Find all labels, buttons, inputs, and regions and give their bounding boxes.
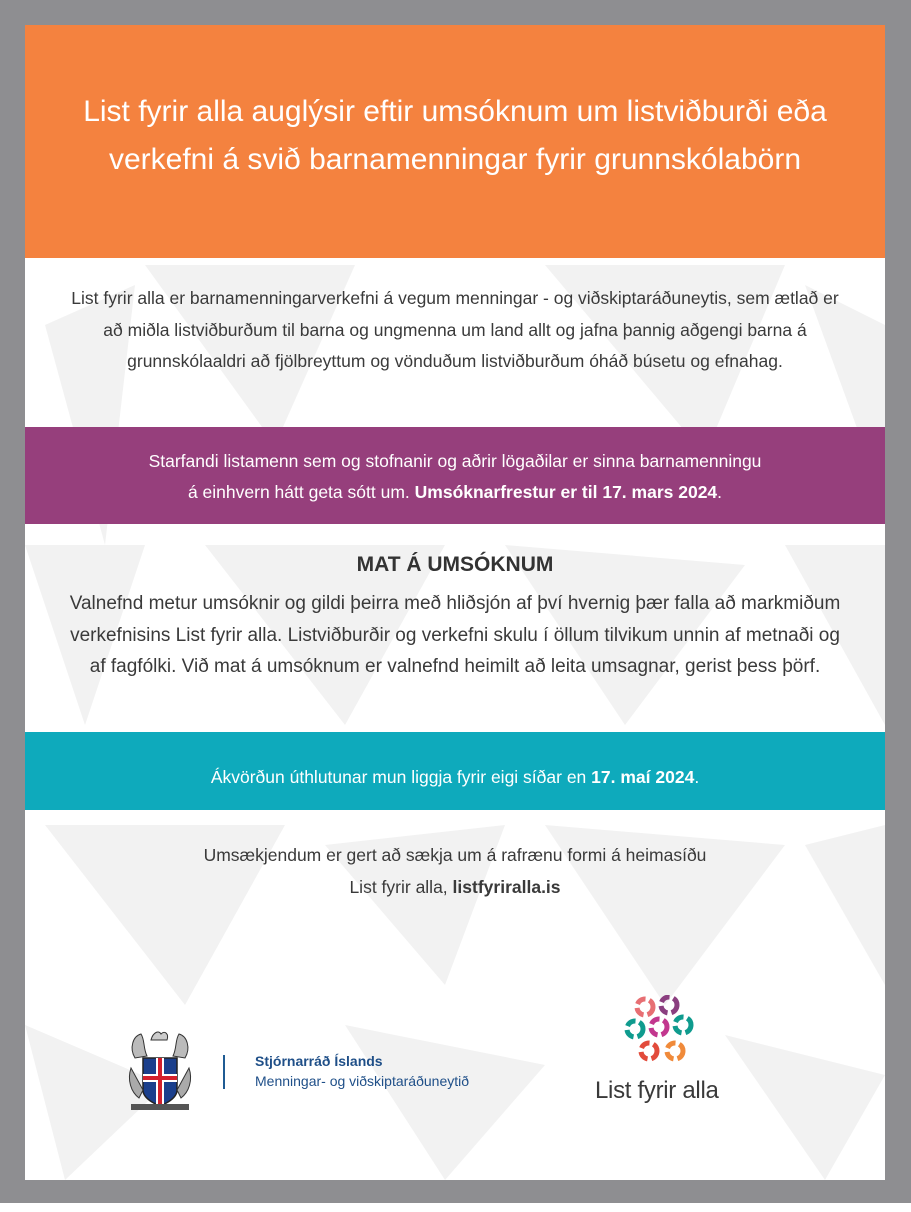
gov-name: Stjórnarráð Íslands bbox=[255, 1053, 383, 1069]
decision-text bbox=[55, 765, 855, 789]
list-fyrir-alla-logo-icon bbox=[623, 995, 703, 1069]
eligibility-line2: á einhvern hátt geta sótt um. bbox=[187, 482, 410, 502]
eligibility-end: . bbox=[717, 482, 723, 502]
decision-banner bbox=[25, 732, 885, 810]
gov-ministry: Menningar- og viðskiptaráðuneytið bbox=[255, 1073, 470, 1089]
decision-date: 17. maí 2024 bbox=[591, 767, 695, 787]
icelandic-coat-of-arms-icon bbox=[125, 1028, 195, 1112]
apply-line1: Umsækjendum er gert að sækja um á rafrænu formi á heimasíðu bbox=[203, 845, 707, 865]
eligibility-line1: Starfandi listamenn sem og stofnanir og aðrir lögaðilar er sinna barnamenningu bbox=[148, 451, 762, 471]
page-title: List fyrir alla auglýsir eftir umsóknum um listviðburði eða verkefni á svið barnamenningar fyrir grunnskólabörn bbox=[83, 95, 827, 176]
decision-label: Ákvörðun úthlutunar mun liggja fyrir eigi síðar en bbox=[210, 767, 587, 787]
website-link[interactable]: listfyriralla.is bbox=[452, 876, 561, 897]
apply-text bbox=[65, 840, 845, 903]
lfa-name: List fyrir alla bbox=[595, 1077, 719, 1104]
gov-divider bbox=[223, 1055, 225, 1089]
header-banner bbox=[25, 25, 885, 258]
eligibility-text bbox=[55, 446, 855, 508]
poster bbox=[25, 25, 885, 1180]
evaluation-title: MAT Á UMSÓKNUM bbox=[356, 553, 554, 576]
deadline-text: Umsóknarfrestur er til 17. mars 2024 bbox=[414, 482, 718, 502]
bottom-strip bbox=[0, 1203, 911, 1212]
apply-line2: List fyrir alla, bbox=[349, 876, 448, 897]
intro-text: List fyrir alla er barnamenningarverkefni á vegum menningar - og viðskiptaráðuneytis, sem ætlað er að miðla listviðburðum til barna og ungmenna um land allt og jafna þannig aðgengi barna á grunnskólaaldri að fjölbreyttum og vönduðum listviðburðum óháð búsetu og efnahag. bbox=[71, 288, 839, 371]
evaluation-text: Valnefnd metur umsóknir og gildi þeirra með hliðsjón af því hvernig þær falla að markmiðum verkefnisins List fyrir alla. Listviðburðir og verkefni skulu í öllum tilvikum unnin af metnaði og af fagfólki. Við mat á umsóknum er valnefnd heimilt að leita umsagnar, gerist þess þörf. bbox=[69, 593, 841, 677]
decision-end: . bbox=[694, 767, 700, 787]
eligibility-banner bbox=[25, 427, 885, 524]
